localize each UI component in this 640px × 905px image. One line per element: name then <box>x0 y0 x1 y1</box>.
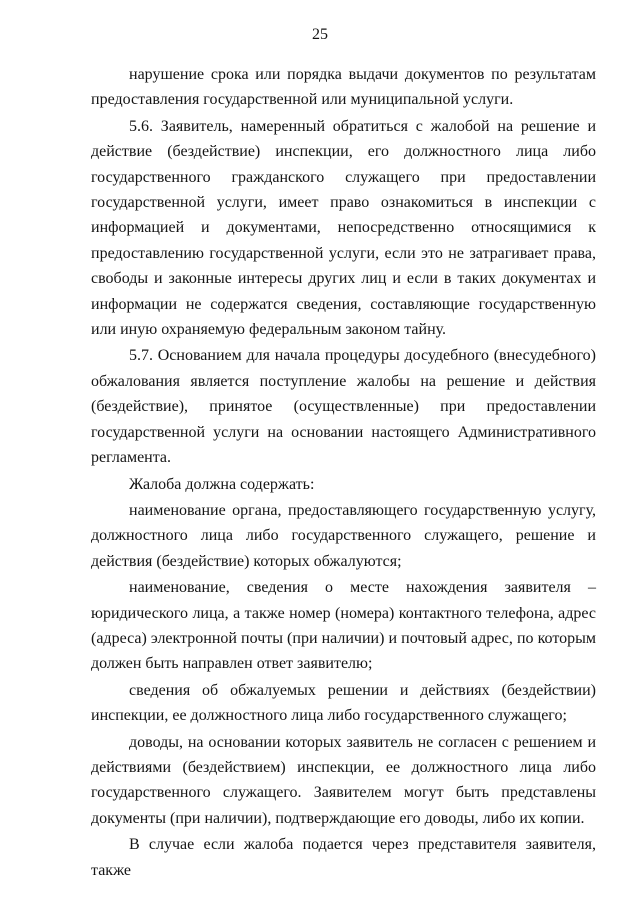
paragraph-complaint-must-contain: Жалоба должна содержать: <box>129 475 315 493</box>
document-body <box>91 62 596 883</box>
paragraph-5-6: 5.6. Заявитель, намеренный обратиться с жалобой на решение и действие (бездействие) инспекции, его должностного лица либо государственного гражданского служащего при предоставлении государственной услуги, имеет право ознакомиться в инспекции с информацией и документами, непосредственно относящимися к предоставлению государственной услуги, если это не затрагивает права, свободы и законные интересы других лиц и если в таких документах и информации не содержатся сведения, составляющие государственную или иную охраняемую федеральным законом тайну. <box>91 117 596 339</box>
paragraph-item-applicant-info: наименование, сведения о месте нахождения заявителя – юридического лица, а также номер (номера) контактного телефона, адрес (адреса) электронной почты (при наличии) и почтовый адрес, по которым должен быть направлен ответ заявителю; <box>91 579 596 673</box>
page-number: 25 <box>312 26 328 43</box>
paragraph-item-appealed-decisions: сведения об обжалуемых решении и действиях (бездействии) инспекции, ее должностного лица либо государственного служащего; <box>91 681 596 725</box>
paragraph-representative: В случае если жалоба подается через представителя заявителя, также <box>91 836 596 879</box>
paragraph-continuation: нарушение срока или порядка выдачи документов по результатам предоставления государственной или муниципальной услуги. <box>91 66 596 109</box>
paragraph-item-arguments: доводы, на основании которых заявитель не согласен с решением и действиями (бездействием) инспекции, ее должностного лица либо государственного служащего. Заявителем могут быть представлены документы (при наличии), подтверждающие его доводы, либо их копии. <box>91 733 596 827</box>
paragraph-item-authority-name: наименование органа, предоставляющего государственную услугу, должностного лица либо государственного служащего, решение и действия (бездействие) которых обжалуются; <box>91 501 596 570</box>
paragraph-5-7: 5.7. Основанием для начала процедуры досудебного (внесудебного) обжалования является поступление жалобы на решение и действия (бездействие), принятое (осуществленные) при предоставлении государственной услуги на основании настоящего Административного регламента. <box>91 347 596 467</box>
